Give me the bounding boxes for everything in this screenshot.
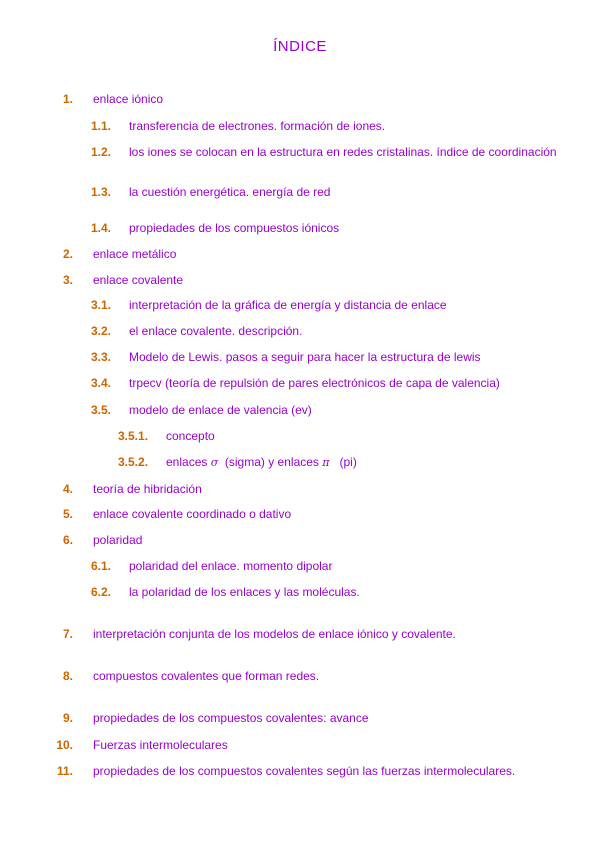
entry-number: 2. <box>62 247 73 261</box>
entry-text: transferencia de electrones. formación de iones. <box>129 119 386 133</box>
entry-number: 1.4. <box>91 221 112 235</box>
entry-number: 3.5.2. <box>118 455 149 469</box>
entry-number: 8. <box>62 669 73 683</box>
entry-text-part: enlaces <box>166 455 211 469</box>
entry-text: Fuerzas intermoleculares <box>93 738 228 752</box>
entry-text: enlace covalente <box>93 273 184 287</box>
entry-number: 3.4. <box>91 376 112 390</box>
entry-number: 6. <box>62 533 73 547</box>
entry-text: la cuestión energética. energía de red <box>129 185 331 199</box>
entry-text: la polaridad de los enlaces y las moléculas. <box>129 585 360 599</box>
sigma-symbol: σ <box>210 456 219 469</box>
entry-text: propiedades de los compuestos covalentes según las fuerzas intermoleculares. <box>93 764 516 778</box>
entry-number: 7. <box>62 627 73 641</box>
entry-number: 3.5.1. <box>118 429 149 443</box>
entry-text: el enlace covalente. descripción. <box>129 324 303 338</box>
entry-text: trpecv (teoría de repulsión de pares electrónicos de capa de valencia) <box>129 376 500 390</box>
entry-text: Modelo de Lewis. pasos a seguir para hacer la estructura de lewis <box>129 350 481 364</box>
entry-number: 3.3. <box>91 350 112 364</box>
entry-number: 1.2. <box>91 145 112 159</box>
entry-text: los iones se colocan en la estructura en redes cristalinas. índice de coordinación <box>129 145 557 159</box>
pi-symbol: π <box>322 456 330 469</box>
entry-number: 1.1. <box>91 119 112 133</box>
entry-text: propiedades de los compuestos covalentes: avance <box>93 711 369 725</box>
entry-text: interpretación de la gráfica de energía y distancia de enlace <box>129 298 447 312</box>
page-title: ÍNDICE <box>273 38 327 55</box>
entry-number: 6.1. <box>91 559 112 573</box>
entry-text <box>166 455 357 470</box>
entry-number: 10. <box>56 738 73 752</box>
entry-text: enlace iónico <box>93 92 164 106</box>
entry-number: 3.2. <box>91 324 112 338</box>
entry-number: 4. <box>62 482 73 496</box>
entry-text: propiedades de los compuestos iónicos <box>129 221 340 235</box>
entry-number: 3.1. <box>91 298 112 312</box>
entry-text: enlace metálico <box>93 247 177 261</box>
entry-text-part: (pi) <box>329 455 357 469</box>
entry-number: 3. <box>62 273 73 287</box>
entry-number: 3.5. <box>91 403 112 417</box>
entry-text-part: (sigma) y enlaces <box>218 455 323 469</box>
entry-number: 5. <box>62 507 73 521</box>
entry-text: enlace covalente coordinado o dativo <box>93 507 292 521</box>
entry-text: modelo de enlace de valencia (ev) <box>129 403 312 417</box>
entry-text: polaridad del enlace. momento dipolar <box>129 559 333 573</box>
entry-text: polaridad <box>93 533 143 547</box>
entry-text: teoría de hibridación <box>93 482 202 496</box>
entry-number: 6.2. <box>91 585 112 599</box>
entry-number: 1. <box>62 92 73 106</box>
entry-text: concepto <box>166 429 215 443</box>
entry-number: 1.3. <box>91 185 112 199</box>
entry-text: interpretación conjunta de los modelos de enlace iónico y covalente. <box>93 627 456 641</box>
entry-number: 11. <box>56 764 73 778</box>
entry-text: compuestos covalentes que forman redes. <box>93 669 320 683</box>
entry-number: 9. <box>62 711 73 725</box>
